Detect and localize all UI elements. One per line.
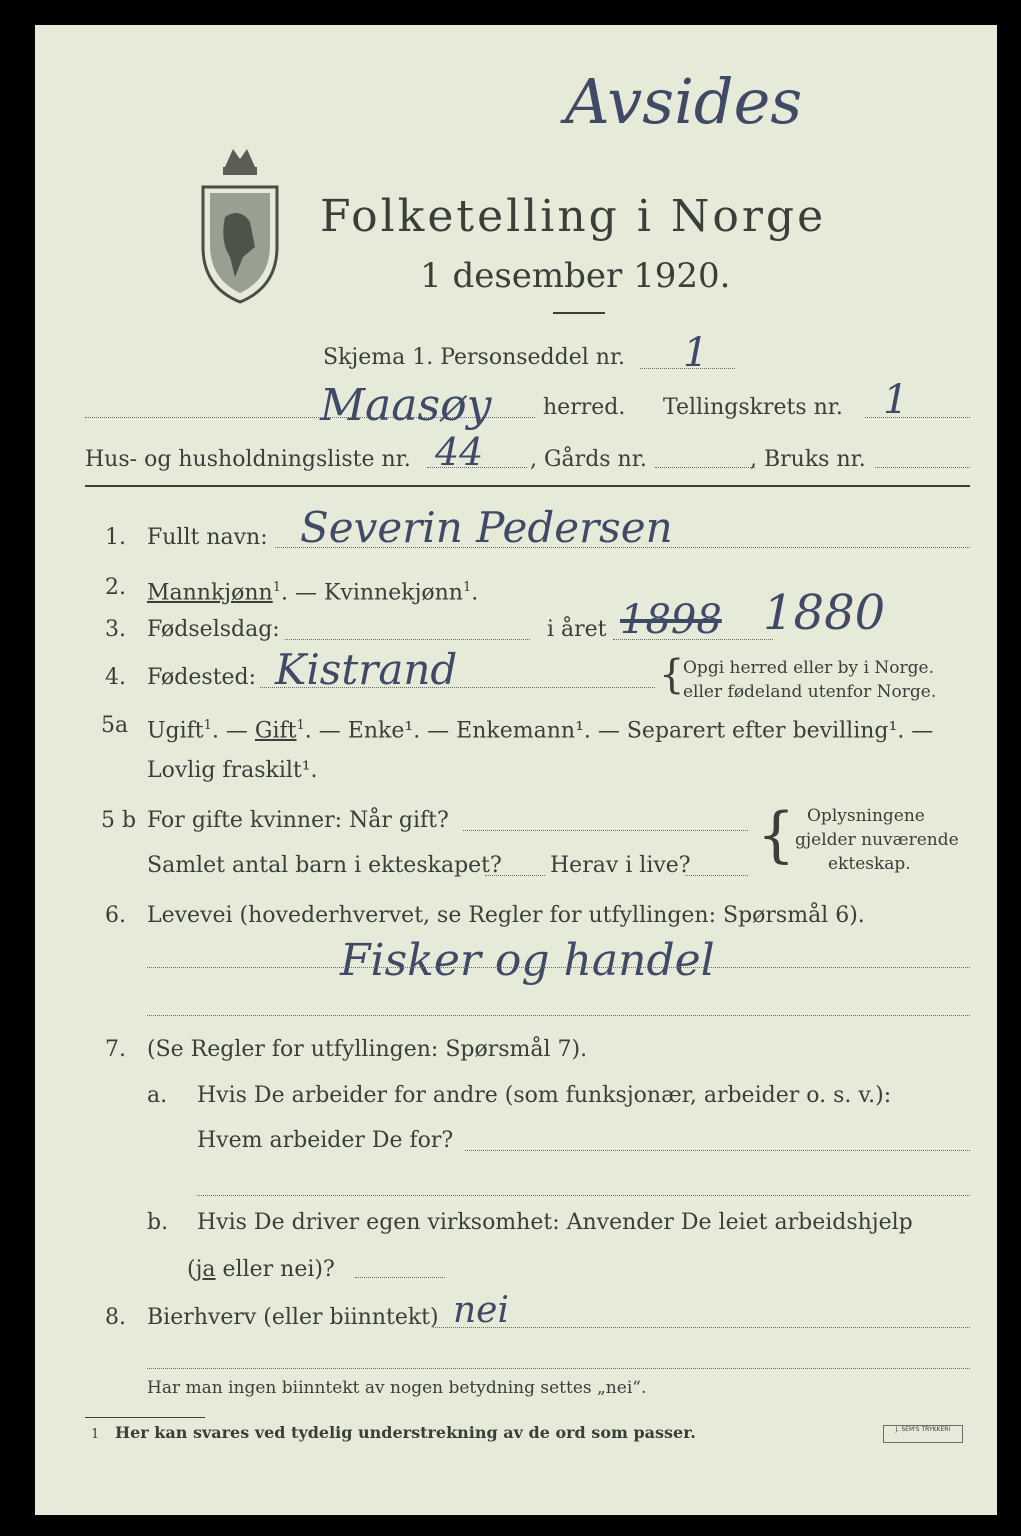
q5b-note3: ekteskap. [828,854,911,874]
q4-brace: { [659,652,685,698]
q4-note1: Opgi herred eller by i Norge. [683,658,934,678]
form-title: Folketelling i Norge [320,191,827,242]
q7b-question [187,1257,335,1283]
hus-label: Hus- og husholdningsliste nr. [85,447,411,472]
hus-value: 44 [435,430,484,474]
q7b-rest: eller nei)? [215,1257,335,1282]
q5b-line2b: Herav i live? [550,853,691,878]
q2-number: 2. [105,575,126,600]
krets-label: Tellingskrets nr. [663,395,843,420]
q6-field2 [147,1015,970,1016]
herred-value: Maasøy [320,380,492,431]
q6-number: 6. [105,903,126,928]
q6-value: Fisker og handel [340,935,715,986]
q2-mann: Mannkjønn [147,580,273,606]
q5b-field2 [485,875,545,876]
krets-field [865,417,970,418]
q3-aret: i året [547,617,607,642]
q2-sup: 1 [272,580,281,595]
krets-value: 1 [883,377,909,423]
footer-rule [85,1417,205,1418]
q5a-gift: Gift [254,718,297,744]
title-rule [553,312,605,314]
q7a-question: Hvem arbeider De for? [197,1128,454,1153]
top-handwriting: Avsides [565,65,803,138]
schema-value: 1 [683,330,709,376]
q5b-brace: { [757,800,796,870]
q6-label: Levevei (hovederhvervet, se Regler for utfyllingen: Spørsmål 6). [147,903,865,928]
q7b-text: Hvis De driver egen virksomhet: Anvender De leiet arbeidshjelp [197,1210,913,1235]
q6-field1 [147,967,970,968]
q2-end: . [471,580,479,606]
q1-label: Fullt navn: [147,525,268,550]
printer-stamp [883,1425,963,1443]
q8-label: Bierhverv (eller biinntekt) [147,1305,439,1330]
q4-label: Fødested: [147,665,257,690]
gards-label: , Gårds nr. [530,447,647,472]
q7a-field1 [465,1150,970,1151]
q5a-line1: Ugift$^1$. — Gift$^1$. — Enke¹. — Enkemann¹. — Separert efter bevilling¹. — [147,718,934,744]
q7b-field [355,1277,445,1278]
q3-field [285,639,530,640]
q1-number: 1. [105,525,126,550]
q3-label: Fødselsdag: [147,617,280,642]
q2-sup2: 1 [462,580,472,595]
q7b-open: ( [187,1257,196,1282]
q4-value: Kistrand [275,645,458,694]
q2-text [147,575,478,606]
q5a-ugift: Ugift [147,718,204,744]
q1-value: Severin Pedersen [300,503,673,552]
bruks-field [875,467,970,468]
header-rule [85,485,970,487]
q5b-note2: gjelder nuværende [795,830,959,850]
q5b-field1 [463,830,748,831]
coat-of-arms-icon [195,137,285,307]
q7a-field2 [197,1195,970,1196]
q5b-number: 5 b [101,808,137,833]
q2-rest: . — Kvinnekjønn [281,580,463,606]
footnote-text: Her kan svares ved tydelig understrekning av de ord som passer. [115,1423,696,1442]
q3-struck: 1898 [620,597,722,643]
q5b-line2a: Samlet antal barn i ekteskapet? [147,853,502,878]
q8-value: nei [453,1290,510,1331]
q8-number: 8. [105,1305,126,1330]
q3-number: 3. [105,617,126,642]
q5a-number: 5a [101,713,129,738]
q4-note2: eller fødeland utenfor Norge. [683,682,937,702]
q5b-field3 [685,875,748,876]
gards-field [655,467,755,468]
q7-label: (Se Regler for utfyllingen: Spørsmål 7). [147,1037,588,1062]
q7-number: 7. [105,1037,126,1062]
q4-number: 4. [105,665,126,690]
q7b-ja: ja [195,1257,216,1282]
footnote-number: 1 [91,1427,100,1442]
footer-note: Har man ingen biinntekt av nogen betydning settes „nei“. [147,1378,647,1398]
q5b-note1: Oplysningene [807,806,925,826]
q7a-number: a. [147,1083,168,1108]
q7a-text: Hvis De arbeider for andre (som funksjonær, arbeider o. s. v.): [197,1083,892,1108]
q8-field2 [147,1368,970,1369]
bruks-label: , Bruks nr. [750,447,866,472]
herred-label: herred. [543,395,626,420]
q8-field1 [433,1327,970,1328]
q5a-line2: Lovlig fraskilt¹. [147,758,318,783]
printer-stamp-text: J. SEM'S TRYKKERI [895,1426,951,1433]
q5b-label: For gifte kvinner: Når gift? [147,808,449,833]
census-form [35,25,997,1515]
q7b-number: b. [147,1210,169,1235]
q3-value: 1880 [763,585,886,641]
schema-label: Skjema 1. Personseddel nr. [323,345,626,370]
q5a-rest: — Enke¹. — Enkemann¹. — Separert efter bevilling¹. — [318,718,934,744]
census-date: 1 desember 1920. [420,256,731,296]
